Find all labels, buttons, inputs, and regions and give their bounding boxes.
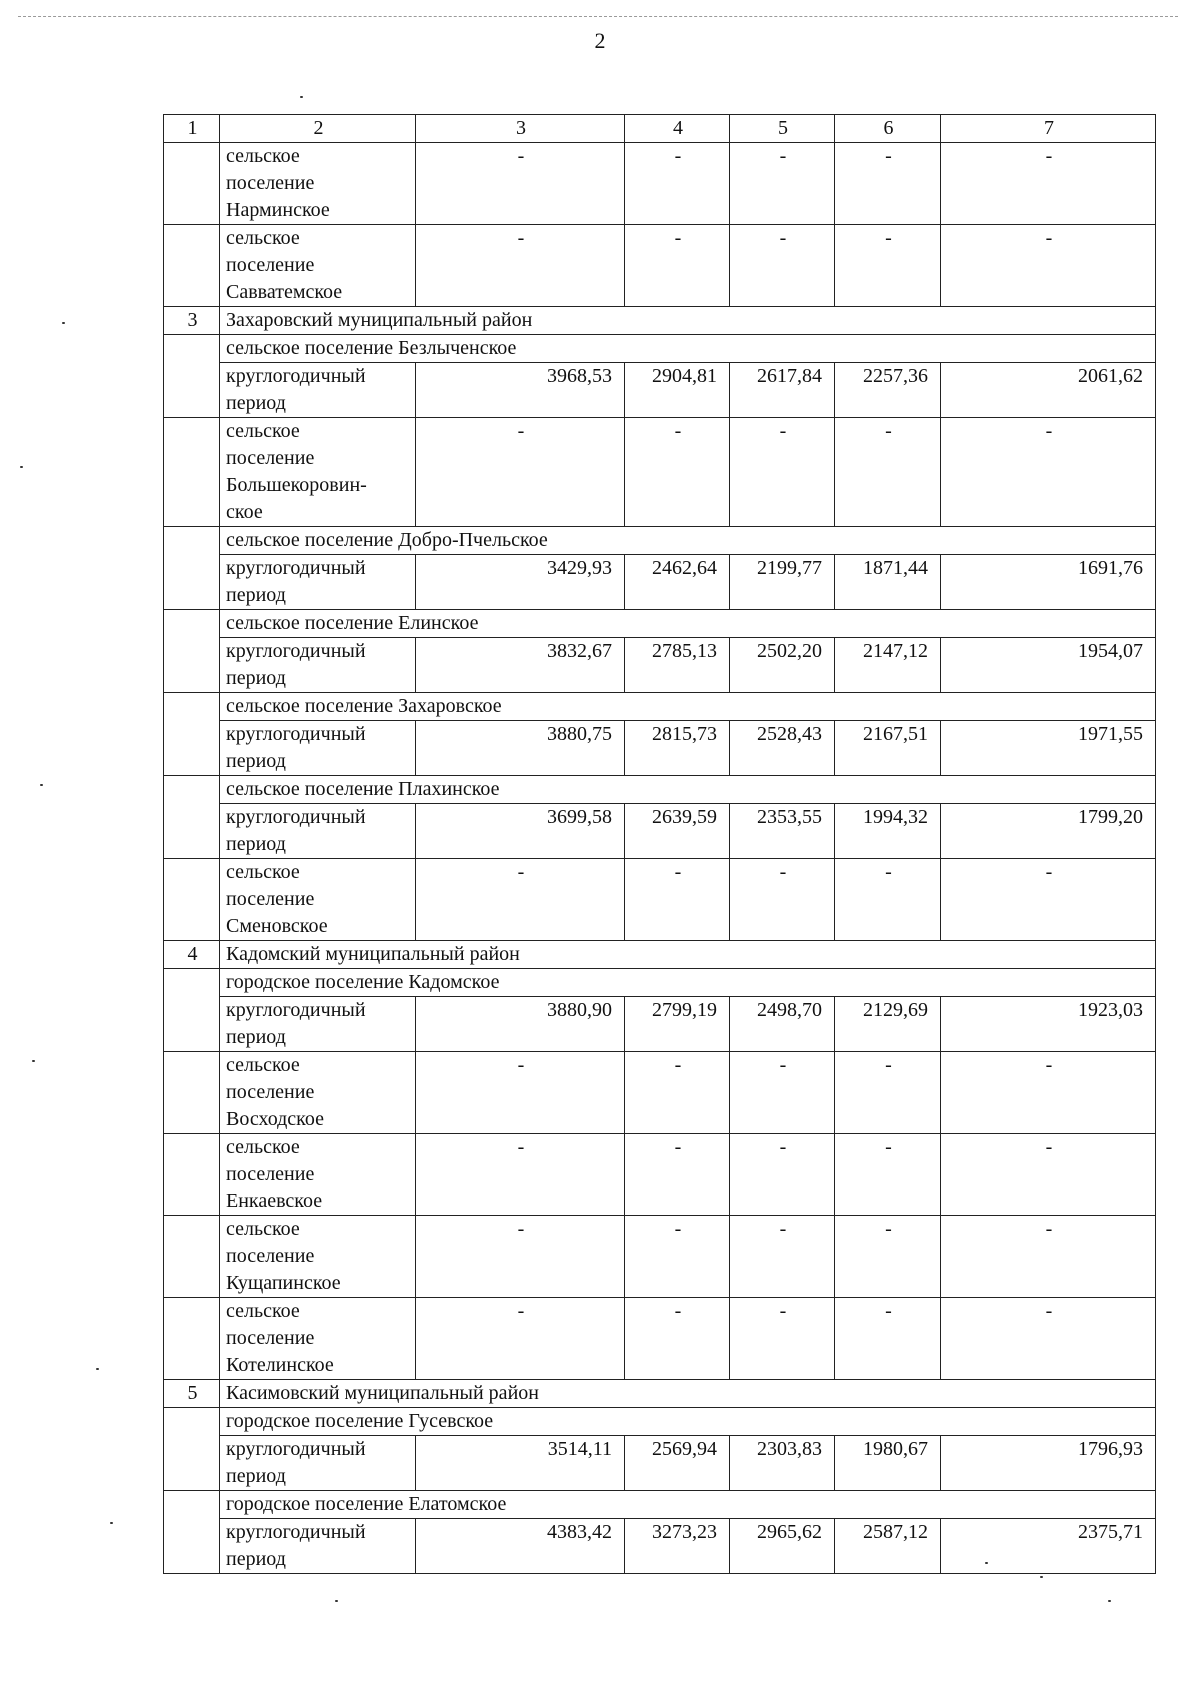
number-cell bbox=[164, 804, 220, 859]
value-cell: - bbox=[625, 1052, 730, 1134]
value-cell: 2129,69 bbox=[835, 997, 941, 1052]
row-label bbox=[220, 418, 416, 527]
row-label-line: круглогодичный bbox=[226, 723, 366, 745]
value-cell: 2303,83 bbox=[730, 1436, 835, 1491]
value-cell: 1923,03 bbox=[941, 997, 1156, 1052]
row-label bbox=[220, 1298, 416, 1380]
row-label-line: круглогодичный bbox=[226, 365, 366, 387]
row-label bbox=[220, 721, 416, 776]
row-label-line: поселение bbox=[226, 447, 315, 469]
number-cell bbox=[164, 638, 220, 693]
value-cell: 2587,12 bbox=[835, 1519, 941, 1574]
value-cell: 3968,53 bbox=[416, 363, 625, 418]
value-cell: - bbox=[835, 1298, 941, 1380]
settlement-name: сельское поселение Елинское bbox=[220, 610, 1156, 638]
column-header-1: 1 bbox=[164, 115, 220, 143]
column-header-6: 6 bbox=[835, 115, 941, 143]
row-label-line: круглогодичный bbox=[226, 557, 366, 579]
data-row bbox=[164, 1436, 1156, 1491]
value-cell: - bbox=[730, 1216, 835, 1298]
value-cell: 2147,12 bbox=[835, 638, 941, 693]
row-label-line: сельское bbox=[226, 1136, 300, 1158]
row-label bbox=[220, 555, 416, 610]
value-cell: - bbox=[730, 1298, 835, 1380]
value-cell: 4383,42 bbox=[416, 1519, 625, 1574]
value-cell: - bbox=[941, 225, 1156, 307]
value-cell: - bbox=[416, 225, 625, 307]
table-body bbox=[164, 115, 1156, 1574]
row-label-line: сельское bbox=[226, 227, 300, 249]
top-scan-line bbox=[18, 16, 1178, 17]
value-cell: 2639,59 bbox=[625, 804, 730, 859]
row-label-line: поселение bbox=[226, 172, 315, 194]
settlement-row bbox=[164, 335, 1156, 363]
settlement-row bbox=[164, 776, 1156, 804]
data-row bbox=[164, 418, 1156, 527]
value-cell: - bbox=[941, 1134, 1156, 1216]
row-label-line: сельское bbox=[226, 861, 300, 883]
number-cell bbox=[164, 555, 220, 610]
district-row bbox=[164, 941, 1156, 969]
row-label-line: поселение bbox=[226, 888, 315, 910]
value-cell: 2815,73 bbox=[625, 721, 730, 776]
row-label bbox=[220, 859, 416, 941]
header-row bbox=[164, 115, 1156, 143]
data-row bbox=[164, 1134, 1156, 1216]
data-row bbox=[164, 638, 1156, 693]
number-cell bbox=[164, 997, 220, 1052]
value-cell: - bbox=[416, 1052, 625, 1134]
settlement-row bbox=[164, 610, 1156, 638]
value-cell: - bbox=[835, 143, 941, 225]
row-label-line: круглогодичный bbox=[226, 1521, 366, 1543]
district-number: 4 bbox=[164, 941, 220, 969]
row-label-line: период bbox=[226, 667, 286, 689]
settlement-name: сельское поселение Плахинское bbox=[220, 776, 1156, 804]
value-cell: 2462,64 bbox=[625, 555, 730, 610]
row-label bbox=[220, 1052, 416, 1134]
settlement-name: городское поселение Кадомское bbox=[220, 969, 1156, 997]
row-label-line: круглогодичный bbox=[226, 806, 366, 828]
value-cell: 2199,77 bbox=[730, 555, 835, 610]
row-label-line: ское bbox=[226, 501, 263, 523]
value-cell: 1871,44 bbox=[835, 555, 941, 610]
row-label bbox=[220, 804, 416, 859]
value-cell: 3273,23 bbox=[625, 1519, 730, 1574]
value-cell: 2904,81 bbox=[625, 363, 730, 418]
number-cell bbox=[164, 1298, 220, 1380]
tariff-table bbox=[163, 114, 1156, 1574]
number-cell bbox=[164, 859, 220, 941]
number-cell bbox=[164, 363, 220, 418]
value-cell: - bbox=[416, 1298, 625, 1380]
district-number: 5 bbox=[164, 1380, 220, 1408]
row-label bbox=[220, 1216, 416, 1298]
number-cell bbox=[164, 969, 220, 997]
number-cell bbox=[164, 721, 220, 776]
value-cell: - bbox=[941, 1298, 1156, 1380]
value-cell: - bbox=[730, 143, 835, 225]
value-cell: - bbox=[625, 418, 730, 527]
value-cell: - bbox=[625, 1298, 730, 1380]
scan-speck bbox=[985, 1562, 988, 1564]
value-cell: - bbox=[835, 1216, 941, 1298]
district-name: Кадомский муниципальный район bbox=[220, 941, 1156, 969]
row-label-line: период bbox=[226, 833, 286, 855]
row-label-line: поселение bbox=[226, 1081, 315, 1103]
value-cell: 1796,93 bbox=[941, 1436, 1156, 1491]
row-label-line: Нарминское bbox=[226, 199, 330, 221]
scan-speck bbox=[335, 1600, 338, 1602]
value-cell: 1691,76 bbox=[941, 555, 1156, 610]
column-header-2: 2 bbox=[220, 115, 416, 143]
value-cell: 2502,20 bbox=[730, 638, 835, 693]
row-label bbox=[220, 997, 416, 1052]
column-header-3: 3 bbox=[416, 115, 625, 143]
settlement-row bbox=[164, 969, 1156, 997]
value-cell: - bbox=[730, 225, 835, 307]
value-cell: - bbox=[835, 859, 941, 941]
value-cell: - bbox=[625, 225, 730, 307]
number-cell bbox=[164, 693, 220, 721]
row-label-line: сельское bbox=[226, 420, 300, 442]
scan-speck bbox=[96, 1368, 99, 1370]
settlement-row bbox=[164, 1408, 1156, 1436]
value-cell: - bbox=[835, 225, 941, 307]
number-cell bbox=[164, 610, 220, 638]
row-label-line: сельское bbox=[226, 1218, 300, 1240]
data-row bbox=[164, 555, 1156, 610]
number-cell bbox=[164, 225, 220, 307]
value-cell: 1954,07 bbox=[941, 638, 1156, 693]
data-row bbox=[164, 1216, 1156, 1298]
value-cell: 3429,93 bbox=[416, 555, 625, 610]
value-cell: - bbox=[416, 1216, 625, 1298]
row-label-line: поселение bbox=[226, 1327, 315, 1349]
settlement-name: сельское поселение Добро-Пчельское bbox=[220, 527, 1156, 555]
value-cell: - bbox=[730, 418, 835, 527]
number-cell bbox=[164, 143, 220, 225]
row-label bbox=[220, 225, 416, 307]
scan-speck bbox=[1108, 1600, 1111, 1602]
value-cell: - bbox=[625, 1216, 730, 1298]
value-cell: 3880,90 bbox=[416, 997, 625, 1052]
value-cell: 2257,36 bbox=[835, 363, 941, 418]
value-cell: 1799,20 bbox=[941, 804, 1156, 859]
number-cell bbox=[164, 1216, 220, 1298]
row-label-line: период bbox=[226, 392, 286, 414]
value-cell: 2799,19 bbox=[625, 997, 730, 1052]
value-cell: 2375,71 bbox=[941, 1519, 1156, 1574]
row-label-line: период bbox=[226, 750, 286, 772]
row-label-line: Большекоровин- bbox=[226, 474, 367, 496]
value-cell: - bbox=[941, 143, 1156, 225]
value-cell: - bbox=[625, 1134, 730, 1216]
value-cell: - bbox=[941, 1216, 1156, 1298]
value-cell: - bbox=[625, 859, 730, 941]
number-cell bbox=[164, 1491, 220, 1519]
value-cell: - bbox=[941, 859, 1156, 941]
value-cell: - bbox=[625, 143, 730, 225]
row-label-line: круглогодичный bbox=[226, 640, 366, 662]
value-cell: - bbox=[416, 859, 625, 941]
row-label-line: Савватемское bbox=[226, 281, 343, 303]
value-cell: 3880,75 bbox=[416, 721, 625, 776]
row-label-line: период bbox=[226, 1465, 286, 1487]
row-label-line: период bbox=[226, 1548, 286, 1570]
value-cell: 2569,94 bbox=[625, 1436, 730, 1491]
value-cell: - bbox=[416, 143, 625, 225]
data-row bbox=[164, 859, 1156, 941]
scan-speck bbox=[20, 466, 23, 468]
settlement-row bbox=[164, 527, 1156, 555]
row-label-line: период bbox=[226, 1026, 286, 1048]
value-cell: 2528,43 bbox=[730, 721, 835, 776]
value-cell: 1971,55 bbox=[941, 721, 1156, 776]
number-cell bbox=[164, 418, 220, 527]
column-header-4: 4 bbox=[625, 115, 730, 143]
number-cell bbox=[164, 1052, 220, 1134]
district-name: Захаровский муниципальный район bbox=[220, 307, 1156, 335]
number-cell bbox=[164, 1436, 220, 1491]
value-cell: - bbox=[730, 1052, 835, 1134]
value-cell: - bbox=[941, 418, 1156, 527]
district-row bbox=[164, 307, 1156, 335]
data-row bbox=[164, 997, 1156, 1052]
row-label bbox=[220, 1134, 416, 1216]
value-cell: 2061,62 bbox=[941, 363, 1156, 418]
row-label-line: Котелинское bbox=[226, 1354, 334, 1376]
data-row bbox=[164, 721, 1156, 776]
value-cell: - bbox=[730, 859, 835, 941]
value-cell: 2617,84 bbox=[730, 363, 835, 418]
row-label-line: круглогодичный bbox=[226, 999, 366, 1021]
value-cell: - bbox=[416, 418, 625, 527]
value-cell: 1980,67 bbox=[835, 1436, 941, 1491]
number-cell bbox=[164, 335, 220, 363]
column-header-5: 5 bbox=[730, 115, 835, 143]
value-cell: - bbox=[416, 1134, 625, 1216]
scan-speck bbox=[110, 1522, 113, 1524]
row-label-line: поселение bbox=[226, 254, 315, 276]
settlement-name: сельское поселение Безлыченское bbox=[220, 335, 1156, 363]
value-cell: 2965,62 bbox=[730, 1519, 835, 1574]
row-label-line: Сменовское bbox=[226, 915, 328, 937]
row-label-line: сельское bbox=[226, 1300, 300, 1322]
scan-speck bbox=[300, 96, 303, 98]
scan-speck bbox=[62, 322, 65, 324]
number-cell bbox=[164, 1519, 220, 1574]
data-row bbox=[164, 804, 1156, 859]
data-row bbox=[164, 1519, 1156, 1574]
settlement-name: городское поселение Елатомское bbox=[220, 1491, 1156, 1519]
row-label bbox=[220, 638, 416, 693]
data-row bbox=[164, 1052, 1156, 1134]
row-label-line: сельское bbox=[226, 145, 300, 167]
district-name: Касимовский муниципальный район bbox=[220, 1380, 1156, 1408]
value-cell: 3699,58 bbox=[416, 804, 625, 859]
row-label bbox=[220, 143, 416, 225]
row-label-line: сельское bbox=[226, 1054, 300, 1076]
scan-speck bbox=[1040, 1576, 1043, 1578]
value-cell: 2498,70 bbox=[730, 997, 835, 1052]
value-cell: - bbox=[835, 418, 941, 527]
row-label-line: круглогодичный bbox=[226, 1438, 366, 1460]
row-label bbox=[220, 363, 416, 418]
value-cell: 2167,51 bbox=[835, 721, 941, 776]
data-row bbox=[164, 363, 1156, 418]
district-number: 3 bbox=[164, 307, 220, 335]
column-header-7: 7 bbox=[941, 115, 1156, 143]
data-row bbox=[164, 225, 1156, 307]
row-label bbox=[220, 1519, 416, 1574]
settlement-row bbox=[164, 693, 1156, 721]
value-cell: - bbox=[835, 1052, 941, 1134]
row-label-line: Восходское bbox=[226, 1108, 324, 1130]
value-cell: 3832,67 bbox=[416, 638, 625, 693]
page-number: 2 bbox=[594, 28, 606, 53]
value-cell: 2353,55 bbox=[730, 804, 835, 859]
value-cell: 1994,32 bbox=[835, 804, 941, 859]
number-cell bbox=[164, 527, 220, 555]
number-cell bbox=[164, 1134, 220, 1216]
row-label-line: Енкаевское bbox=[226, 1190, 323, 1212]
scan-speck bbox=[32, 1060, 35, 1062]
settlement-name: сельское поселение Захаровское bbox=[220, 693, 1156, 721]
value-cell: - bbox=[730, 1134, 835, 1216]
row-label-line: Кущапинское bbox=[226, 1272, 341, 1294]
data-row bbox=[164, 1298, 1156, 1380]
value-cell: 2785,13 bbox=[625, 638, 730, 693]
row-label-line: поселение bbox=[226, 1245, 315, 1267]
data-row bbox=[164, 143, 1156, 225]
value-cell: - bbox=[835, 1134, 941, 1216]
settlement-name: городское поселение Гусевское bbox=[220, 1408, 1156, 1436]
number-cell bbox=[164, 1408, 220, 1436]
row-label-line: период bbox=[226, 584, 286, 606]
value-cell: 3514,11 bbox=[416, 1436, 625, 1491]
row-label-line: поселение bbox=[226, 1163, 315, 1185]
value-cell: - bbox=[941, 1052, 1156, 1134]
scan-speck bbox=[40, 784, 43, 786]
row-label bbox=[220, 1436, 416, 1491]
district-row bbox=[164, 1380, 1156, 1408]
settlement-row bbox=[164, 1491, 1156, 1519]
number-cell bbox=[164, 776, 220, 804]
